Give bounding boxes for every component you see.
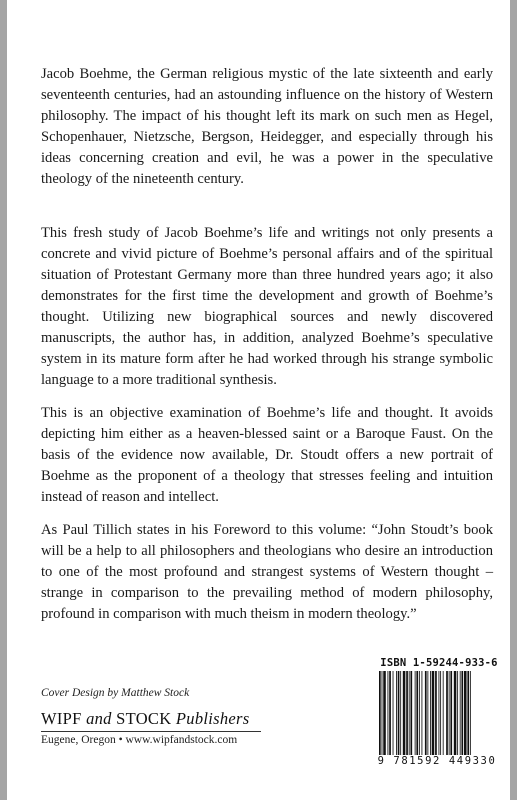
barcode-bar	[400, 671, 401, 755]
barcode-bar	[427, 671, 428, 755]
barcode-bar	[415, 671, 416, 755]
barcode-bar	[388, 671, 389, 755]
barcode-bar	[461, 671, 463, 755]
isbn-barcode	[373, 657, 501, 785]
barcode-bar	[410, 671, 412, 755]
barcode-bar	[419, 671, 420, 755]
barcode-bar	[435, 671, 437, 755]
publisher-address: Eugene, Oregon • www.wipfandstock.com	[41, 734, 238, 746]
publisher-name: WIPF and STOCK Publishers	[41, 709, 261, 732]
barcode-bar	[396, 671, 397, 755]
barcode-bar	[379, 671, 381, 755]
barcode-bar	[389, 671, 391, 755]
isbn-label: ISBN 1-59244-933-6	[380, 657, 498, 669]
barcode-bar	[398, 671, 400, 755]
barcode-bar	[406, 671, 408, 755]
barcode-bar	[393, 671, 394, 755]
barcode-bar	[440, 671, 441, 755]
barcode-bar	[450, 671, 452, 755]
barcode-bar	[416, 671, 418, 755]
barcode-digits: 9 781592 449330	[377, 755, 497, 767]
barcode-bar	[467, 671, 469, 755]
barcode-bar	[422, 671, 423, 755]
barcode-bar	[446, 671, 448, 755]
barcode-bar	[443, 671, 444, 755]
barcode-bar	[457, 671, 458, 755]
description-paragraph-1: Jacob Boehme, the German religious mystic of the late sixteenth and early seventeenth centuries, had an astounding influence on the history of Western philosophy. The impact of his thought left its mark on such men as Hegel, Schopenhauer, Nietzsche, Bergson, Heidegger, and especially through his ideas concerning creation and evil, he was a power in the speculative theology of the nineteenth century.	[41, 66, 493, 187]
description-paragraph-2: This fresh study of Jacob Boehme’s life and writings not only presents a concrete and vivid picture of Boehme’s personal affairs and of the spiritual situation of Protestant Germany more than three hundred years ago; it also demonstrates for the first time the development and growth of Boehme’s thought. Utilizing new biographical sources and newly discovered manuscripts, the author has, in addition, analyzed Boehme’s speculative system in its mature form after he had worked through his strange symbolic language to a more traditional synthesis.	[41, 225, 493, 388]
description-paragraph-3: This is an objective examination of Boehme’s life and thought. It avoids depicting him either as a heaven-blessed saint or a Baroque Faust. On the basis of the evidence now available, Dr. Stoudt offers a new portrait of Boehme as the proponent of a theology that stresses feeling and intuition instead of reason and intellect.	[41, 405, 493, 505]
barcode-bar	[430, 671, 431, 755]
barcode-bar	[449, 671, 450, 755]
barcode-bar	[460, 671, 461, 755]
barcode-bar	[403, 671, 406, 755]
cover-design-credit: Cover Design by Matthew Stock	[41, 687, 190, 699]
barcode-bar	[464, 671, 467, 755]
barcode-bars	[373, 671, 501, 755]
barcode-bar	[382, 671, 383, 755]
barcode-bar	[439, 671, 440, 755]
barcode-bar	[470, 671, 471, 755]
barcode-bar	[454, 671, 457, 755]
barcode-bar	[425, 671, 427, 755]
description-paragraph-4: As Paul Tillich states in his Foreword to this volume: “John Stoudt’s book will be a help to all philosophers and theologians who desire an introduction to one of the most profound and strangest systems of Western thought – strange in comparison to the prevailing method of modern philosophy, profound in comparison with much theism in modern theology.”	[41, 522, 493, 622]
barcode-bar	[432, 671, 435, 755]
back-cover	[7, 0, 510, 800]
barcode-bar	[409, 671, 410, 755]
barcode-bar	[383, 671, 386, 755]
